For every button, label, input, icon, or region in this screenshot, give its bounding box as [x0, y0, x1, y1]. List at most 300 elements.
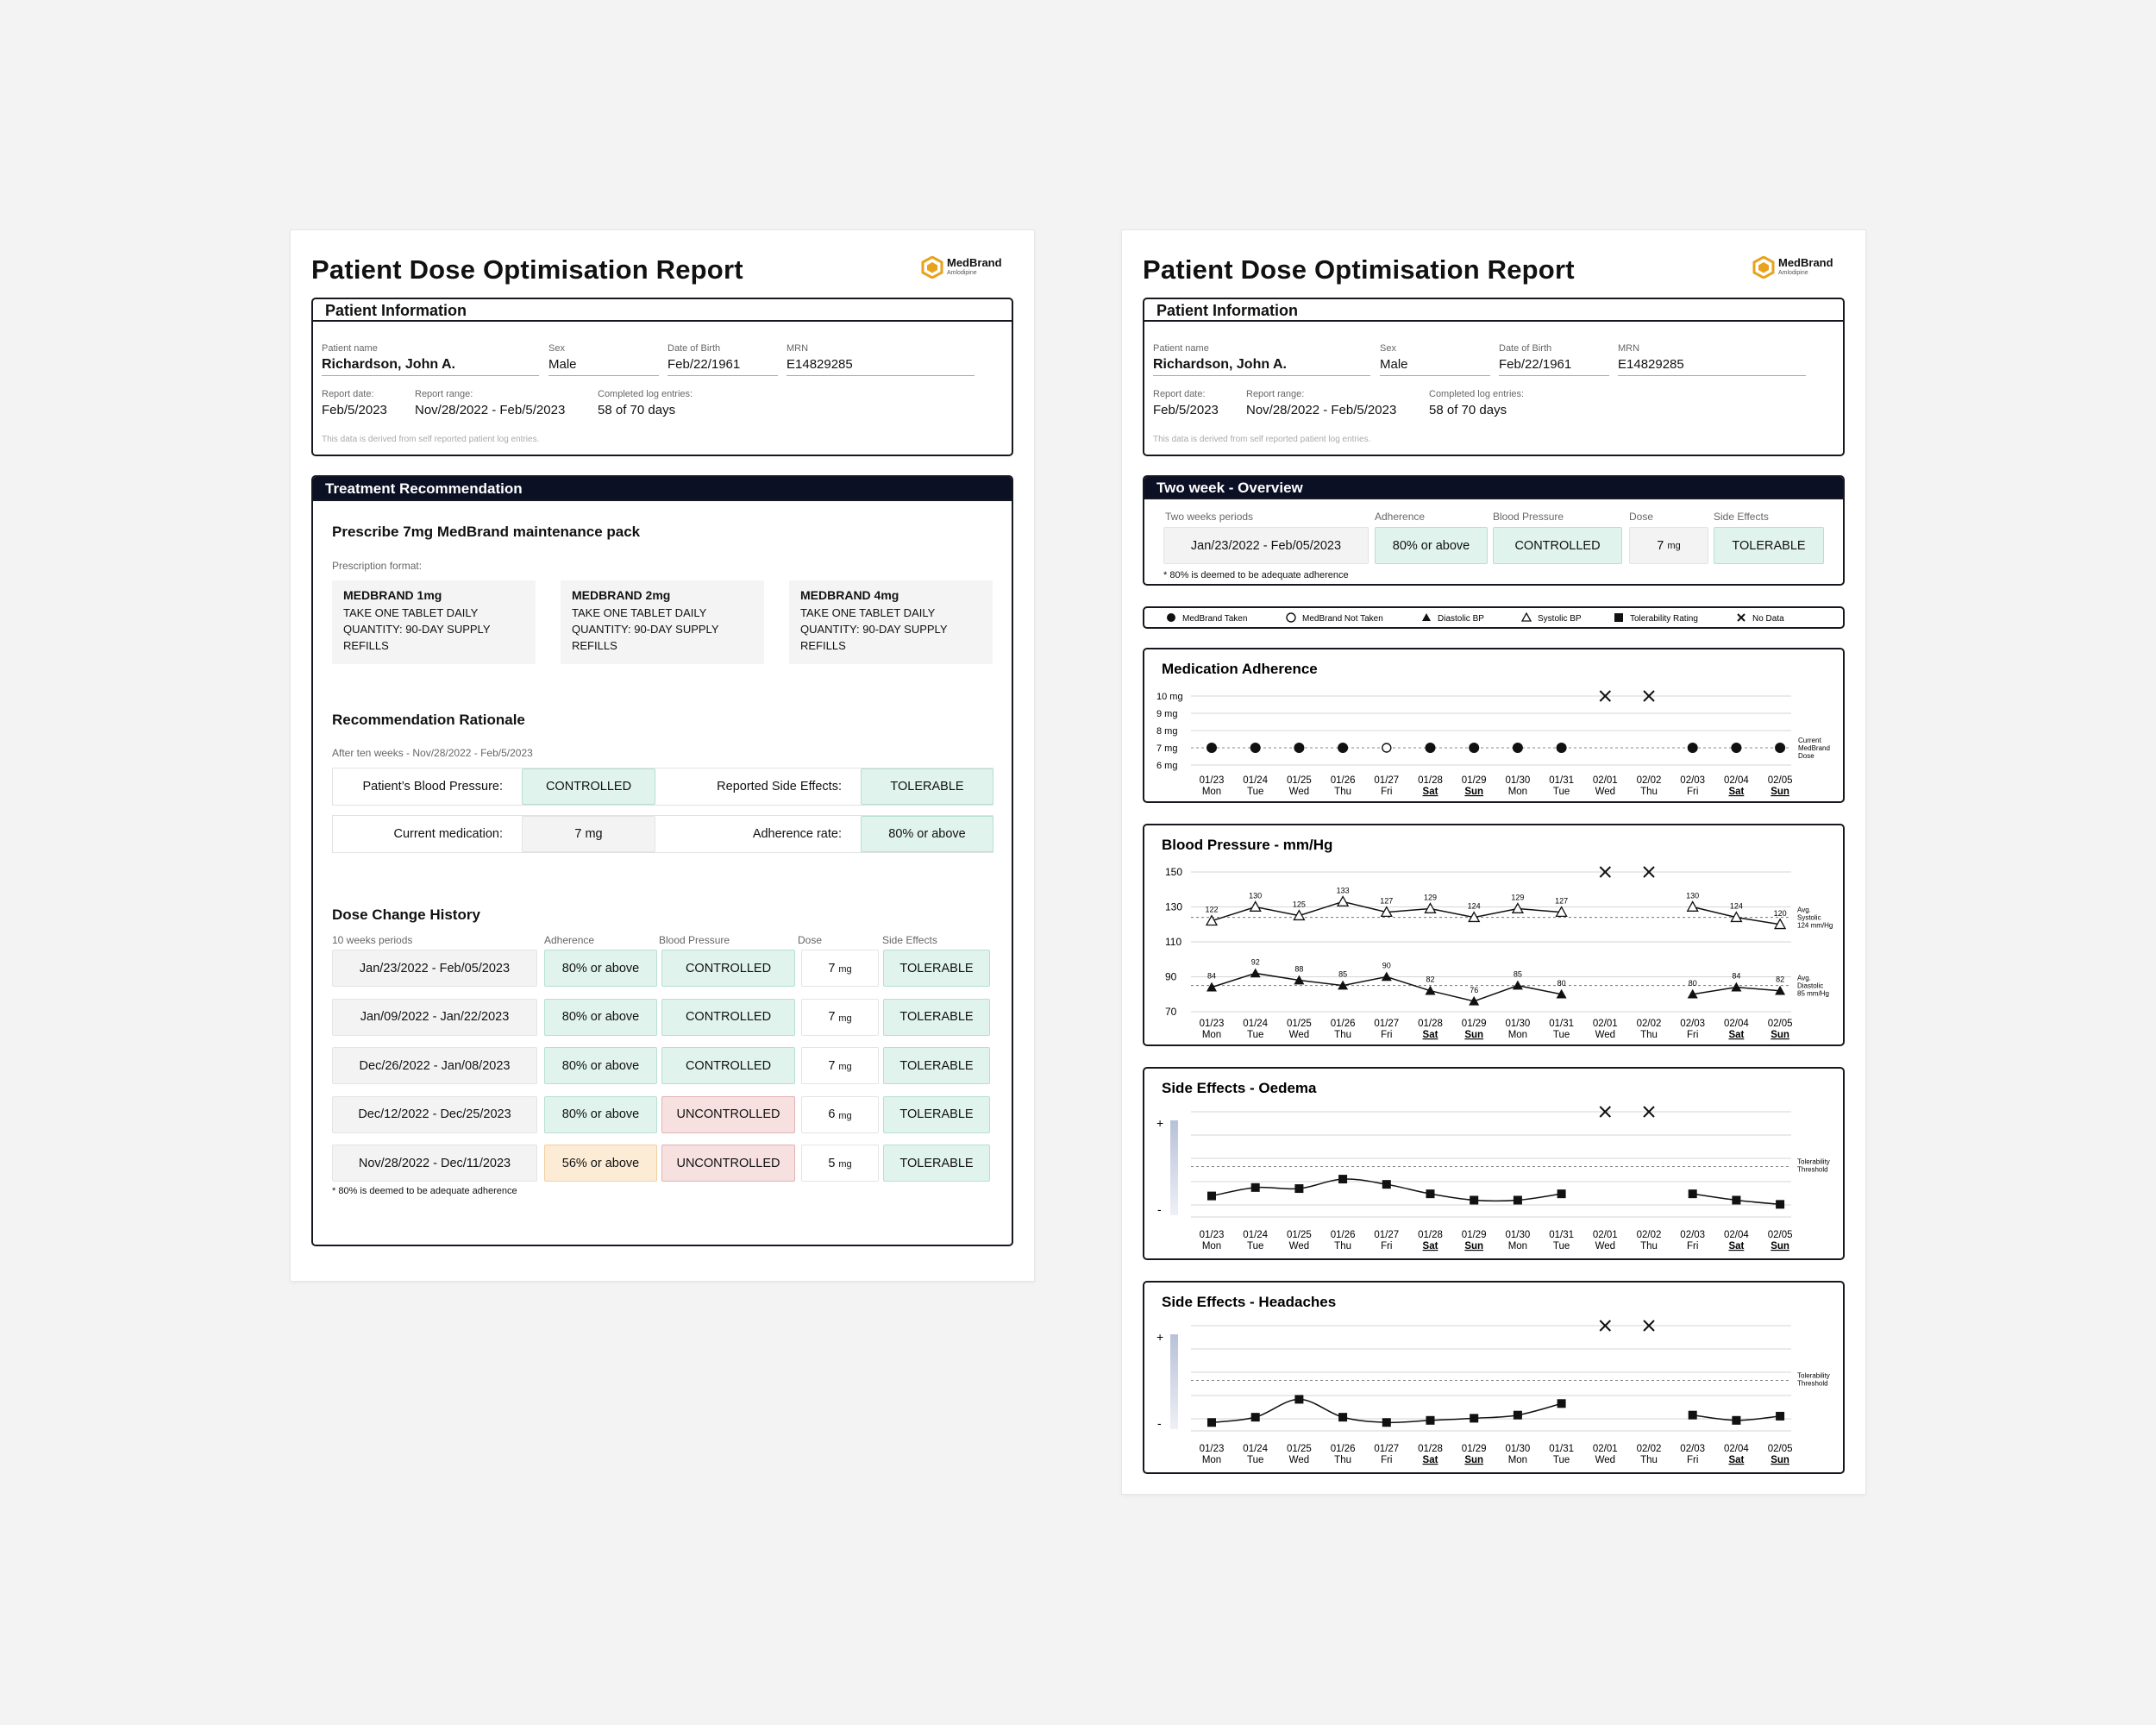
current-medication: 7 mg — [522, 816, 655, 852]
x-tick-weekday: Fri — [1686, 787, 1699, 797]
bp-status: CONTROLLED — [522, 768, 655, 805]
field-label: Report range: — [1246, 389, 1305, 399]
x-tick-label: 02/03 — [1680, 1230, 1706, 1240]
x-tick-label: 02/02 — [1636, 1019, 1662, 1029]
y-tick-label: 130 — [1165, 900, 1183, 913]
x-tick-weekday: Fri — [1381, 787, 1393, 797]
tolerability-marker — [1426, 1416, 1435, 1425]
patient-name: Richardson, John A. — [322, 357, 539, 376]
blood-pressure-chart — [1143, 824, 1845, 1046]
x-tick-weekday: Thu — [1334, 787, 1352, 797]
x-tick-label: 01/24 — [1243, 1444, 1269, 1454]
field-label: Completed log entries: — [1429, 389, 1525, 399]
x-tick-weekday: Fri — [1381, 1241, 1393, 1251]
patient-dob: Feb/22/1961 — [1499, 357, 1609, 376]
x-tick-label: 02/01 — [1592, 1230, 1618, 1240]
history-dose — [801, 999, 879, 1036]
rationale-row — [332, 768, 993, 806]
column-header: Two weeks periods — [1165, 511, 1254, 523]
tolerability-marker — [1776, 1412, 1784, 1421]
data-label: 85 — [1513, 969, 1522, 979]
average-label: Avg. — [1797, 974, 1811, 982]
x-tick-label: 01/30 — [1505, 1019, 1531, 1029]
tolerability-marker — [1338, 1413, 1347, 1421]
data-label: 129 — [1511, 893, 1525, 902]
data-label: 122 — [1205, 905, 1219, 914]
adherence-chart-svg — [1144, 649, 1843, 801]
pack-line: REFILLS — [343, 639, 389, 652]
dose-value: 7 — [828, 1058, 836, 1073]
x-tick-label: 01/30 — [1505, 1230, 1531, 1240]
average-label: Diastolic — [1797, 982, 1824, 990]
x-tick-weekday: Sun — [1771, 1455, 1789, 1465]
data-label: 80 — [1688, 978, 1697, 988]
history-period: Dec/12/2022 - Dec/25/2023 — [332, 1096, 537, 1133]
legend-label: Systolic BP — [1538, 614, 1582, 624]
dose-unit: mg — [1667, 540, 1681, 551]
footnote: * 80% is deemed to be adequate adherence — [1163, 570, 1349, 580]
threshold-label: Tolerability — [1797, 1157, 1830, 1166]
panel-header: Treatment Recommendation — [313, 477, 1012, 501]
report-date: Feb/5/2023 — [322, 403, 387, 417]
x-tick-label: 01/23 — [1199, 1444, 1225, 1454]
x-tick-label: 01/26 — [1330, 775, 1356, 786]
x-tick-label: 01/28 — [1418, 1230, 1443, 1240]
x-tick-label: 02/03 — [1680, 1019, 1706, 1029]
y-tick-label: 150 — [1165, 866, 1183, 878]
pack-line: TAKE ONE TABLET DAILY — [343, 606, 479, 619]
pack-line: REFILLS — [572, 639, 617, 652]
filled-circle-icon — [1167, 613, 1175, 622]
field-label: MRN — [787, 343, 809, 354]
reference-label: Dose — [1798, 752, 1814, 760]
x-tick-label: 01/31 — [1549, 1444, 1574, 1454]
pack-line: TAKE ONE TABLET DAILY — [800, 606, 936, 619]
x-tick-label: 02/04 — [1724, 775, 1749, 786]
column-header: Side Effects — [1714, 511, 1769, 523]
bp-label: Patient’s Blood Pressure: — [362, 780, 503, 794]
report-range: Nov/28/2022 - Feb/5/2023 — [1246, 403, 1397, 417]
x-tick-weekday: Fri — [1381, 1030, 1393, 1040]
x-tick-label: 02/05 — [1767, 1019, 1793, 1029]
open-triangle-icon — [1522, 613, 1531, 621]
overview-panel — [1143, 475, 1845, 586]
x-tick-weekday: Sat — [1728, 1030, 1745, 1040]
threshold-label: Threshold — [1797, 1379, 1828, 1388]
adh-label: Adherence rate: — [752, 827, 842, 841]
pack-line: REFILLS — [800, 639, 846, 652]
diastolic-marker — [1731, 982, 1741, 992]
x-tick-weekday: Mon — [1507, 1030, 1528, 1040]
history-bp: CONTROLLED — [661, 950, 795, 987]
patient-info-panel — [311, 298, 1013, 456]
data-label: 127 — [1380, 896, 1394, 906]
y-top-label: + — [1156, 1116, 1164, 1130]
field-label: Date of Birth — [667, 343, 721, 354]
x-tick-weekday: Wed — [1595, 1030, 1616, 1040]
x-tick-weekday: Fri — [1381, 1455, 1393, 1465]
x-tick-label: 01/25 — [1287, 775, 1312, 786]
legend-label: MedBrand Not Taken — [1302, 614, 1383, 624]
history-side-effects: TOLERABLE — [883, 950, 990, 987]
tolerability-marker — [1514, 1195, 1522, 1204]
data-label: 82 — [1426, 975, 1435, 984]
x-tick-label: 01/29 — [1461, 775, 1487, 786]
reference-label: Current — [1798, 737, 1821, 744]
history-bp: CONTROLLED — [661, 999, 795, 1036]
history-bp: CONTROLLED — [661, 1047, 795, 1084]
taken-marker — [1250, 743, 1261, 753]
history-period: Nov/28/2022 - Dec/11/2023 — [332, 1145, 537, 1182]
x-tick-weekday: Mon — [1201, 1030, 1222, 1040]
tolerability-marker — [1294, 1184, 1303, 1193]
x-tick-weekday: Fri — [1686, 1455, 1699, 1465]
x-tick-weekday: Tue — [1247, 787, 1264, 797]
x-tick-label: 02/05 — [1767, 775, 1793, 786]
history-side-effects: TOLERABLE — [883, 999, 990, 1036]
tolerability-marker — [1382, 1418, 1391, 1427]
not-taken-marker — [1382, 743, 1391, 752]
average-label: Systolic — [1797, 913, 1821, 922]
x-tick-label: 02/04 — [1724, 1019, 1749, 1029]
taken-marker — [1426, 743, 1436, 753]
page-title: Patient Dose Optimisation Report — [311, 254, 743, 285]
treatment-panel — [311, 475, 1013, 1246]
overview-side-effects: TOLERABLE — [1714, 527, 1824, 564]
history-dose — [801, 1047, 879, 1084]
data-label: 82 — [1776, 975, 1785, 984]
data-label: 92 — [1250, 957, 1260, 967]
data-label: 90 — [1382, 961, 1391, 970]
headaches-chart — [1143, 1281, 1845, 1474]
oedema-chart — [1143, 1067, 1845, 1260]
dose-unit: mg — [838, 1013, 852, 1024]
x-tick-label: 01/31 — [1549, 775, 1574, 786]
taken-marker — [1731, 743, 1741, 753]
data-label: 133 — [1336, 886, 1350, 895]
history-adherence: 56% or above — [544, 1145, 657, 1182]
x-tick-weekday: Thu — [1334, 1030, 1352, 1040]
field-label: Date of Birth — [1499, 343, 1552, 354]
chart-title: Blood Pressure - mm/Hg — [1162, 837, 1333, 853]
column-header: Adherence — [544, 934, 595, 946]
data-label: 124 — [1467, 901, 1481, 911]
overview-dose — [1629, 527, 1708, 564]
tolerability-marker — [1426, 1189, 1435, 1198]
x-tick-label: 01/24 — [1243, 1019, 1269, 1029]
field-label: Report date: — [322, 389, 374, 399]
patient-sex: Male — [548, 357, 659, 376]
x-tick-label: 01/29 — [1461, 1230, 1487, 1240]
x-tick-label: 01/26 — [1330, 1444, 1356, 1454]
history-dose — [801, 950, 879, 987]
tolerability-marker — [1689, 1411, 1697, 1420]
tolerability-marker — [1557, 1189, 1566, 1198]
headaches-chart-svg — [1144, 1283, 1843, 1472]
x-tick-weekday: Mon — [1507, 787, 1528, 797]
y-bottom-label: - — [1157, 1416, 1162, 1430]
se-status: TOLERABLE — [861, 768, 993, 805]
taken-marker — [1294, 743, 1304, 753]
x-tick-label: 02/02 — [1636, 1444, 1662, 1454]
diastolic-marker — [1513, 981, 1523, 990]
history-adherence: 80% or above — [544, 1047, 657, 1084]
x-tick-weekday: Sat — [1728, 787, 1745, 797]
tolerability-marker — [1557, 1399, 1566, 1408]
x-tick-weekday: Sun — [1464, 1241, 1484, 1251]
y-tick-label: 7 mg — [1156, 743, 1178, 754]
x-tick-weekday: Wed — [1288, 1241, 1310, 1251]
x-tick-weekday: Tue — [1247, 1241, 1264, 1251]
history-adherence: 80% or above — [544, 999, 657, 1036]
dose-value: 7 — [1657, 538, 1664, 553]
pack-name: MEDBRAND 1mg — [343, 588, 442, 602]
x-tick-weekday: Wed — [1595, 1241, 1616, 1251]
history-bp: UNCONTROLLED — [661, 1096, 795, 1133]
x-tick-weekday: Sat — [1728, 1241, 1745, 1251]
x-tick-weekday: Fri — [1686, 1241, 1699, 1251]
page-title: Patient Dose Optimisation Report — [1143, 254, 1575, 285]
history-bp: UNCONTROLLED — [661, 1145, 795, 1182]
x-tick-weekday: Sat — [1422, 1455, 1438, 1465]
rationale-row — [332, 815, 993, 853]
field-label: Completed log entries: — [598, 389, 693, 399]
average-label: 124 mm/Hg — [1797, 921, 1833, 930]
tolerability-marker — [1776, 1200, 1784, 1208]
history-period: Jan/23/2022 - Feb/05/2023 — [332, 950, 537, 987]
dose-value: 7 — [828, 961, 836, 975]
rationale-sub: After ten weeks - Nov/28/2022 - Feb/5/2023 — [332, 747, 533, 759]
tolerability-marker — [1251, 1183, 1260, 1192]
prescription-card — [789, 580, 993, 664]
x-tick-label: 01/27 — [1374, 1444, 1400, 1454]
x-tick-label: 02/03 — [1680, 1444, 1706, 1454]
dose-value: 7 — [828, 1010, 836, 1024]
legend-label: MedBrand Taken — [1182, 614, 1248, 624]
x-tick-label: 01/24 — [1243, 1230, 1269, 1240]
x-tick-label: 01/29 — [1461, 1019, 1487, 1029]
systolic-marker — [1426, 904, 1436, 913]
column-header: Dose — [1629, 511, 1654, 523]
tolerability-marker — [1689, 1189, 1697, 1198]
tolerability-marker — [1382, 1180, 1391, 1189]
x-tick-weekday: Thu — [1334, 1241, 1352, 1251]
x-tick-weekday: Thu — [1640, 1455, 1658, 1465]
average-label: 85 mm/Hg — [1797, 989, 1829, 998]
x-tick-weekday: Fri — [1686, 1030, 1699, 1040]
prescription-title: Prescribe 7mg MedBrand maintenance pack — [332, 524, 641, 540]
x-tick-label: 01/25 — [1287, 1019, 1312, 1029]
reference-label: MedBrand — [1798, 744, 1830, 752]
data-label: 76 — [1470, 985, 1479, 994]
x-tick-weekday: Sat — [1422, 787, 1438, 797]
y-tick-label: 90 — [1165, 970, 1177, 983]
patient-dob: Feb/22/1961 — [667, 357, 778, 376]
pack-line: TAKE ONE TABLET DAILY — [572, 606, 707, 619]
x-tick-label: 02/01 — [1592, 775, 1618, 786]
panel-header: Two week - Overview — [1144, 477, 1843, 499]
column-header: 10 weeks periods — [332, 934, 413, 946]
tolerability-marker — [1514, 1411, 1522, 1420]
field-label: Sex — [548, 343, 565, 354]
x-tick-label: 01/28 — [1418, 775, 1443, 786]
systolic-marker — [1250, 902, 1261, 912]
data-label: 124 — [1729, 901, 1743, 911]
x-tick-weekday: Mon — [1201, 787, 1222, 797]
data-note: This data is derived from self reported patient log entries. — [1153, 435, 1371, 444]
prescription-card — [561, 580, 764, 664]
tolerability-marker — [1251, 1413, 1260, 1421]
x-tick-weekday: Tue — [1247, 1030, 1264, 1040]
pack-line: QUANTITY: 90-DAY SUPPLY — [572, 623, 719, 636]
average-label: Avg. — [1797, 906, 1811, 914]
x-tick-label: 01/23 — [1199, 775, 1225, 786]
x-tick-weekday: Thu — [1640, 1030, 1658, 1040]
column-header: Adherence — [1375, 511, 1426, 523]
y-tick-label: 70 — [1165, 1006, 1177, 1018]
overview-adherence: 80% or above — [1375, 527, 1488, 564]
brand-name: MedBrand — [1778, 256, 1833, 269]
x-tick-weekday: Wed — [1288, 787, 1310, 797]
x-tick-weekday: Thu — [1334, 1455, 1352, 1465]
x-tick-weekday: Tue — [1552, 1030, 1570, 1040]
x-tick-label: 01/25 — [1287, 1444, 1312, 1454]
data-label: 130 — [1249, 891, 1263, 900]
taken-marker — [1338, 743, 1348, 753]
field-label: Patient name — [322, 343, 378, 354]
tolerability-marker — [1470, 1414, 1478, 1422]
x-tick-label: 02/03 — [1680, 775, 1706, 786]
rationale-title: Recommendation Rationale — [332, 712, 525, 728]
panel-header: Patient Information — [313, 299, 1012, 322]
se-label: Reported Side Effects: — [717, 780, 842, 794]
column-header: Side Effects — [882, 934, 937, 946]
x-tick-weekday: Wed — [1288, 1455, 1310, 1465]
data-label: 85 — [1338, 969, 1348, 979]
tolerability-marker — [1207, 1192, 1216, 1201]
y-tick-label: 110 — [1165, 936, 1182, 948]
dose-unit: mg — [838, 1159, 852, 1170]
history-side-effects: TOLERABLE — [883, 1145, 990, 1182]
report-date: Feb/5/2023 — [1153, 403, 1219, 417]
x-tick-weekday: Sun — [1771, 1030, 1789, 1040]
taken-marker — [1557, 743, 1567, 753]
x-tick-weekday: Tue — [1552, 1241, 1570, 1251]
data-label: 120 — [1773, 908, 1787, 918]
diastolic-marker — [1382, 972, 1392, 982]
brand-logo — [1752, 254, 1839, 280]
y-tick-label: 9 mg — [1156, 709, 1178, 719]
column-header: Dose — [798, 934, 823, 946]
adherence-rate: 80% or above — [861, 816, 993, 852]
x-tick-weekday: Mon — [1201, 1241, 1222, 1251]
brand-sub: Amlodipine — [1778, 270, 1808, 276]
dose-unit: mg — [838, 1110, 852, 1121]
x-tick-label: 01/31 — [1549, 1019, 1574, 1029]
x-tick-label: 02/02 — [1636, 1230, 1662, 1240]
cross-icon — [1738, 614, 1745, 621]
x-tick-weekday: Sat — [1422, 1030, 1438, 1040]
x-tick-label: 02/01 — [1592, 1019, 1618, 1029]
panel-header: Patient Information — [1144, 299, 1843, 322]
x-tick-weekday: Sun — [1464, 1030, 1484, 1040]
patient-info-panel — [1143, 298, 1845, 456]
x-tick-label: 01/29 — [1461, 1444, 1487, 1454]
x-tick-weekday: Wed — [1595, 1455, 1616, 1465]
x-tick-label: 02/01 — [1592, 1444, 1618, 1454]
x-tick-weekday: Tue — [1247, 1455, 1264, 1465]
history-period: Dec/26/2022 - Jan/08/2023 — [332, 1047, 537, 1084]
brand-logo — [921, 254, 1007, 280]
dose-value: 6 — [828, 1107, 836, 1121]
x-tick-label: 02/02 — [1636, 775, 1662, 786]
threshold-label: Tolerability — [1797, 1371, 1830, 1380]
tolerability-marker — [1338, 1175, 1347, 1183]
taken-marker — [1469, 743, 1479, 753]
tolerability-marker — [1470, 1195, 1478, 1204]
x-tick-weekday: Sun — [1771, 787, 1789, 797]
field-label: Patient name — [1153, 343, 1209, 354]
x-tick-label: 02/05 — [1767, 1444, 1793, 1454]
x-tick-label: 01/28 — [1418, 1019, 1443, 1029]
x-tick-weekday: Thu — [1640, 1241, 1658, 1251]
taken-marker — [1206, 743, 1217, 753]
chart-title: Medication Adherence — [1162, 661, 1318, 677]
x-tick-weekday: Tue — [1552, 787, 1570, 797]
med-label: Current medication: — [393, 827, 503, 841]
pack-name: MEDBRAND 2mg — [572, 588, 671, 602]
data-label: 84 — [1732, 971, 1741, 981]
legend-label: Tolerability Rating — [1630, 614, 1698, 624]
log-entries: 58 of 70 days — [1429, 403, 1507, 417]
chart-legend — [1143, 606, 1845, 629]
log-entries: 58 of 70 days — [598, 403, 676, 417]
pack-name: MEDBRAND 4mg — [800, 588, 899, 602]
y-top-label: + — [1156, 1330, 1164, 1344]
y-bottom-label: - — [1157, 1202, 1162, 1216]
footnote: * 80% is deemed to be adequate adherence — [332, 1186, 517, 1196]
filled-triangle-icon — [1422, 613, 1431, 621]
brand-logo-icon — [1752, 256, 1775, 279]
tolerability-marker — [1294, 1395, 1303, 1403]
x-tick-weekday: Sun — [1464, 787, 1484, 797]
chart-title: Side Effects - Oedema — [1162, 1080, 1317, 1096]
x-tick-weekday: Mon — [1507, 1241, 1528, 1251]
field-label: Sex — [1380, 343, 1396, 354]
brand-logo-icon — [921, 256, 943, 279]
y-tick-label: 8 mg — [1156, 726, 1178, 737]
x-tick-label: 02/04 — [1724, 1230, 1749, 1240]
patient-sex: Male — [1380, 357, 1490, 376]
x-tick-label: 01/23 — [1199, 1019, 1225, 1029]
x-tick-label: 02/04 — [1724, 1444, 1749, 1454]
x-tick-label: 01/27 — [1374, 1230, 1400, 1240]
data-label: 130 — [1686, 891, 1700, 900]
report-page-2 — [1122, 230, 1865, 1494]
diastolic-marker — [1250, 968, 1261, 977]
y-tick-label: 6 mg — [1156, 761, 1178, 771]
x-tick-weekday: Mon — [1201, 1455, 1222, 1465]
legend-label: Diastolic BP — [1438, 614, 1484, 624]
x-tick-weekday: Tue — [1552, 1455, 1570, 1465]
data-label: 125 — [1292, 900, 1306, 909]
data-label: 84 — [1206, 971, 1217, 981]
legend-svg — [1144, 608, 1843, 627]
patient-mrn: E14829285 — [1618, 357, 1806, 376]
x-tick-label: 01/28 — [1418, 1444, 1443, 1454]
x-tick-label: 01/27 — [1374, 775, 1400, 786]
overview-period: Jan/23/2022 - Feb/05/2023 — [1163, 527, 1369, 564]
